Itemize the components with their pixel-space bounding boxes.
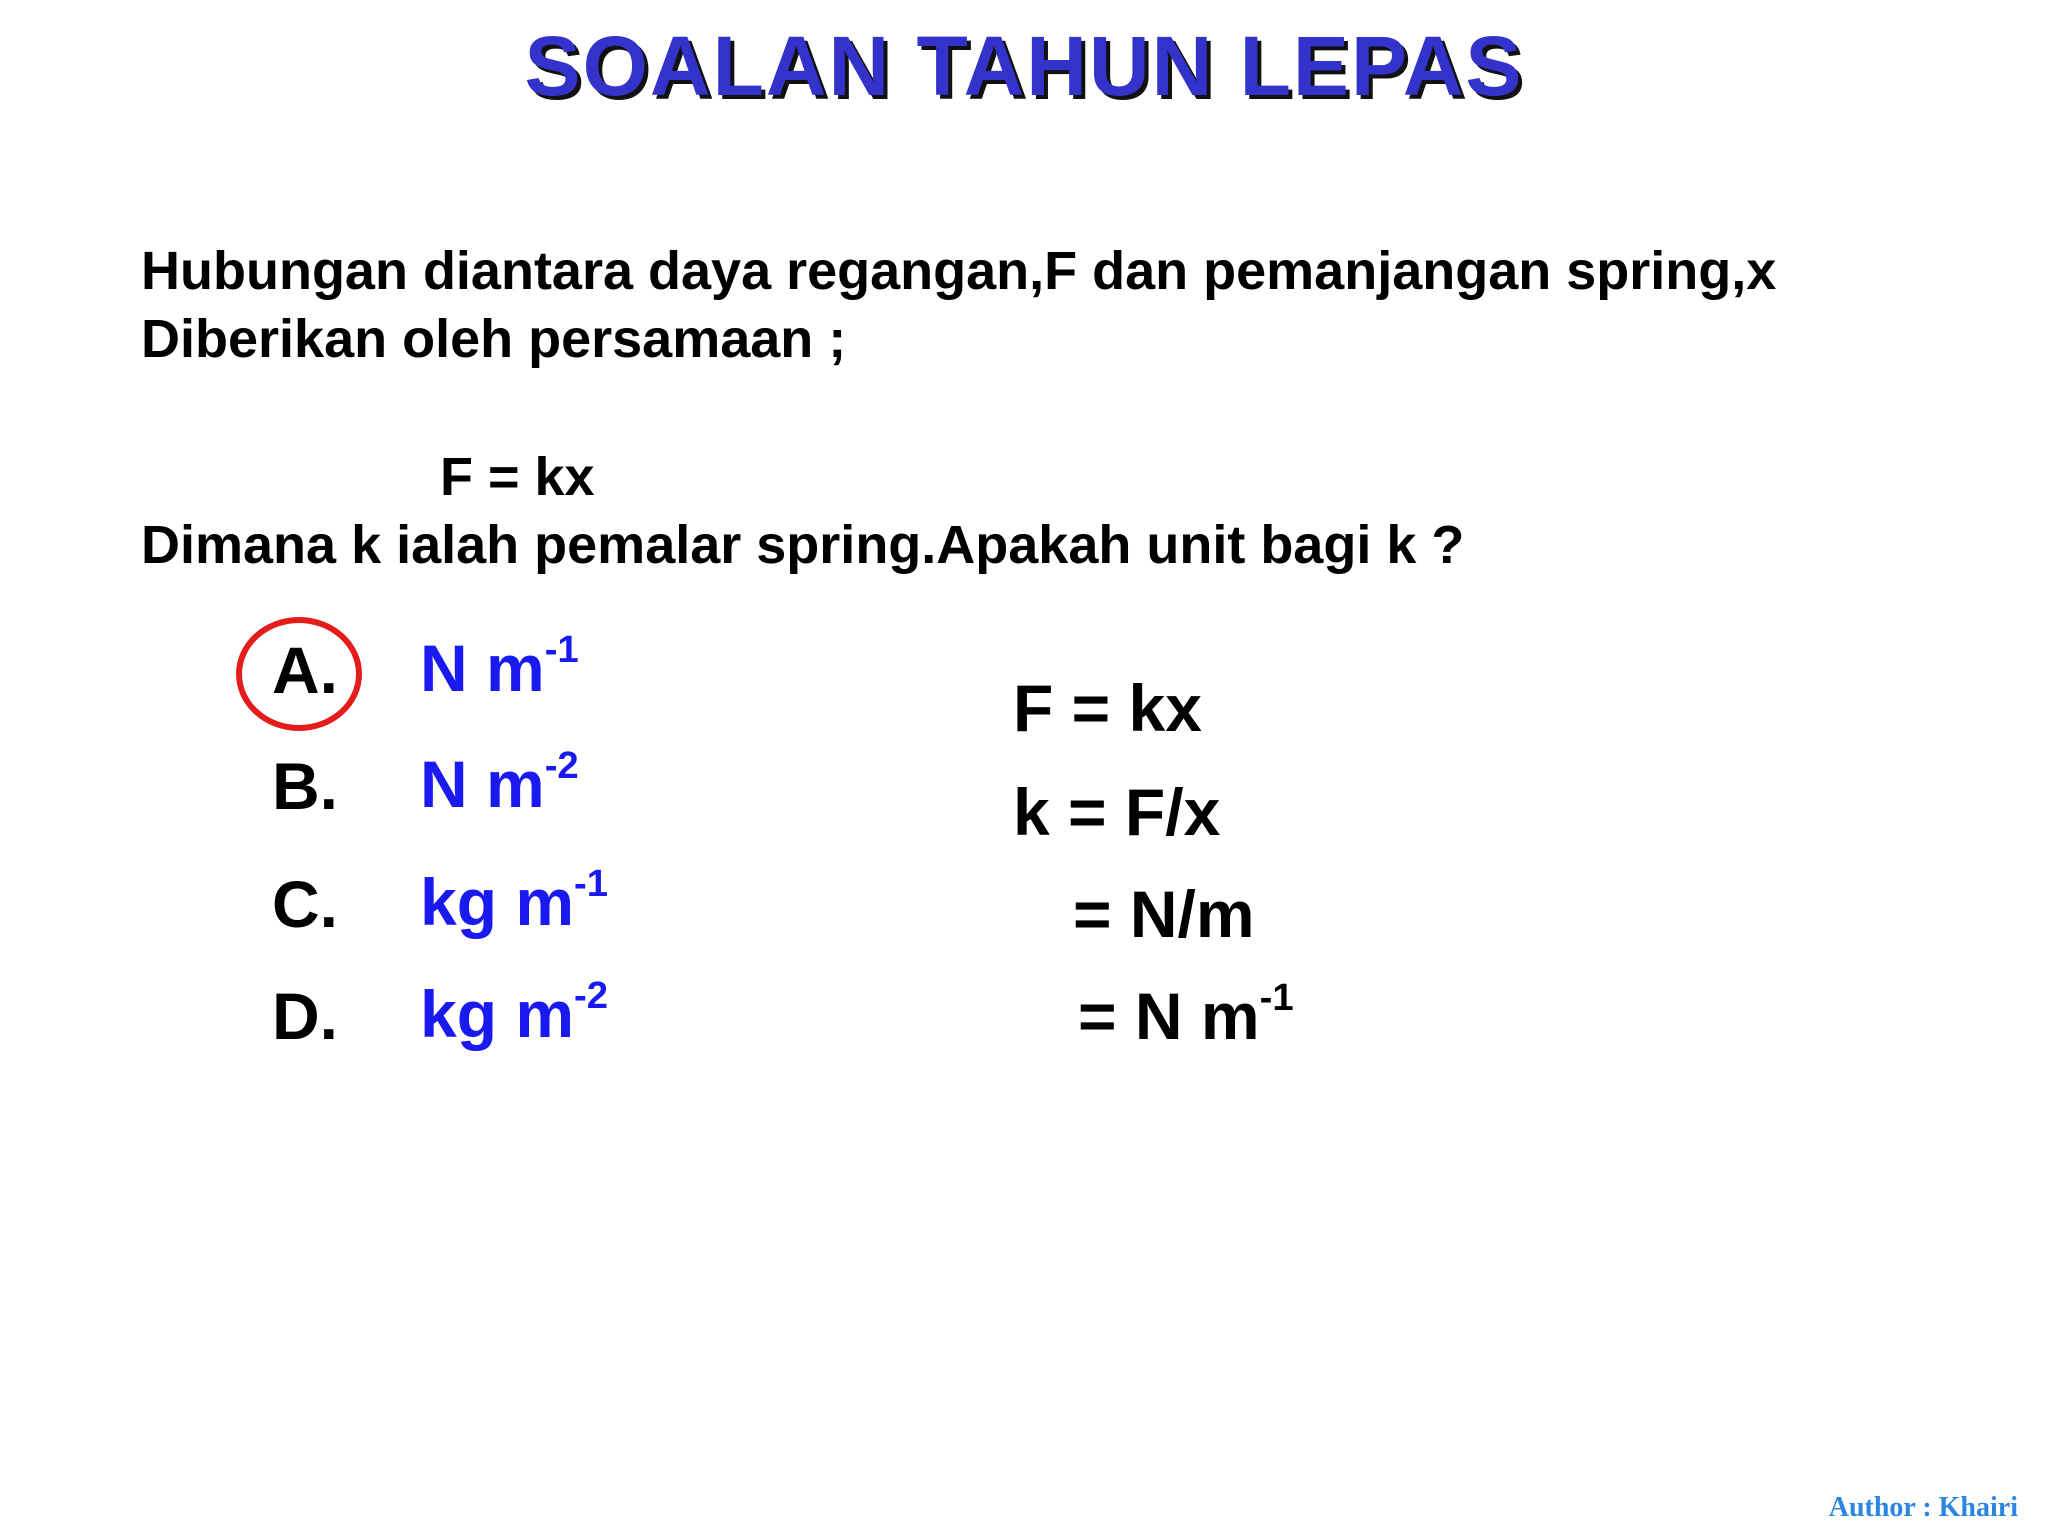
option-b-letter[interactable]: B.: [272, 749, 338, 823]
option-a-unit[interactable]: N $m^{-1}$: [420, 628, 579, 705]
option-d-unit[interactable]: kg $m^{-2}$: [420, 974, 609, 1051]
working-step-3: = N/m: [1073, 877, 1255, 951]
question-line-3: Dimana k ialah pemalar spring.Apakah unit bagi k ?: [141, 515, 1465, 575]
author-credit: Author : Khairi: [1828, 1492, 2018, 1523]
option-a-letter[interactable]: A.: [272, 633, 338, 707]
working-step-2: k = F/x: [1013, 775, 1221, 849]
question-line-2: Diberikan oleh persamaan ;: [141, 309, 847, 369]
working-step-1: F = kx: [1013, 671, 1202, 745]
option-d-letter[interactable]: D.: [272, 979, 338, 1053]
option-c-letter[interactable]: C.: [272, 867, 338, 941]
option-b-unit[interactable]: N $m^{-2}$: [420, 744, 579, 821]
question-line-1: Hubungan diantara daya regangan,F dan pemanjangan spring,x: [141, 241, 1777, 301]
question-equation: F = kx: [440, 447, 595, 507]
working-step-4: = N $m^{-1}$: [1078, 976, 1294, 1053]
slide-title: SOALAN TAHUN LEPAS: [524, 19, 1524, 113]
option-c-unit[interactable]: kg $m^{-1}$: [420, 862, 609, 939]
